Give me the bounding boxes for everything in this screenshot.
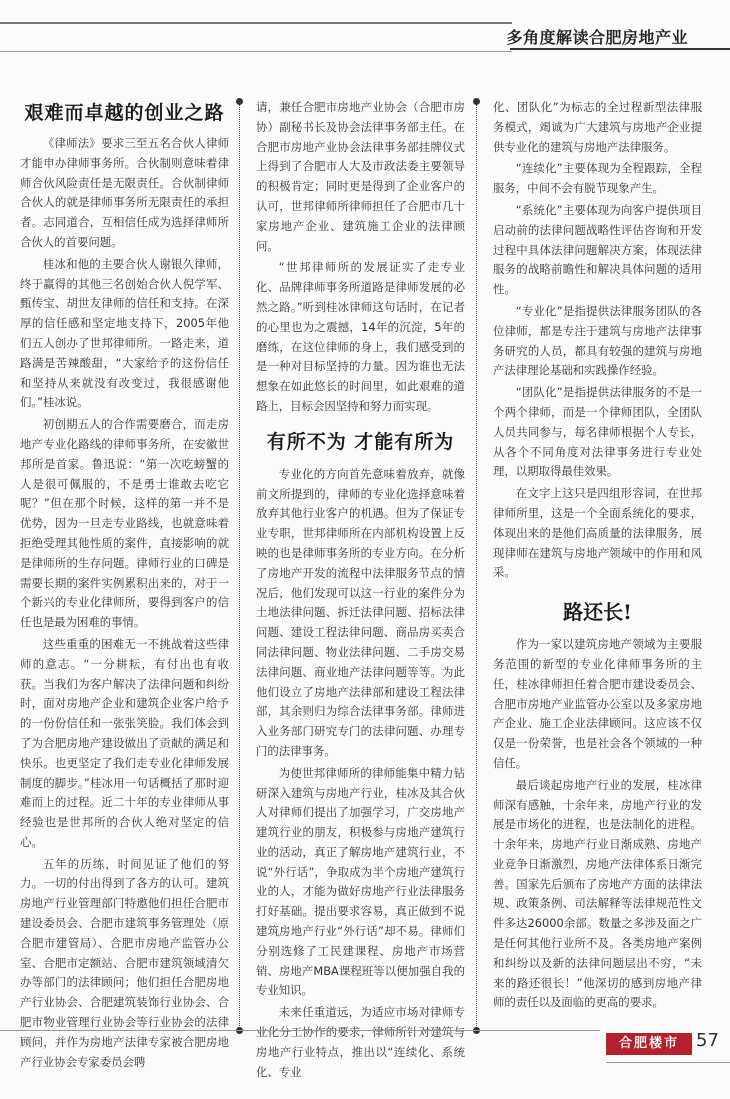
paragraph: 五年的历练，时间见证了他们的努力。一切的付出得到了各方的认可。建筑房地产行业管理部门特邀他们担任合肥市建设委员会、合肥市建筑事务管理处（原合肥市建管局）、合肥市房地产监管办公室、合肥市定额站、合肥市建筑领域清欠办等部门的法律顾问；他们担任合肥房地产行业协会、合肥建筑装饰行业协会、合肥市物业管理行业协会等行业协会的法律顾问，并作为房地产法律专家被合肥房地产行业协会专家委员会聘 <box>20 856 229 1069</box>
article-column-1 <box>20 98 229 1074</box>
separator-dot <box>473 98 480 105</box>
footer-rule <box>0 1030 600 1031</box>
footer-underline <box>606 1062 730 1063</box>
paragraph: “世邦律师所的发展证实了走专业化、品牌律师事务所道路是律师发展的必然之路。”听到桂冰律师这句话时，在记者的心里也为之震撼，14年的沉淀，5年的磨练，在这位律师的身上，我们感受到的是一种对目标坚持的力量。因为谁也无法想象在如此悠长的时间里，如此艰难的道路上，目标会因坚持和努力而实现。 <box>256 260 465 413</box>
section-title-2: 有所不为 才能有所为 <box>266 430 455 453</box>
page-number: 57 <box>696 1030 719 1051</box>
paragraph: 请，兼任合肥市房地产业协会（合肥市房协）副秘书长及协会法律事务部主任。在合肥市房地产业协会法律事务部挂牌仪式上得到了合肥市人大及市政法委主要领导的积极肯定；同时更是得到了企业客户的认可，世邦律师所律师担任了合肥市几十家房地产企业、建筑施工企业的法律顾问。 <box>256 100 465 253</box>
magazine-logo: 合肥楼市 <box>606 1033 692 1055</box>
separator-dot <box>236 98 243 105</box>
paragraph: 最后谈起房地产行业的发展，桂冰律师深有感触，十余年来，房地产行业的发展是市场化的进程，也是法制化的进程。十余年来，房地产行业日渐成熟、房地产业竞争日渐激烈，房地产法律体系日渐完善。国家先后颁布了房地产方面的法律法规、政策条例、司法解释等法律规范性文件多达26000余部。数量之多涉及面之广是任何其他行业所不及。各类房地产案例和纠纷以及新的法律问题层出不穷，“未来的路还很长！”他深切的感到房地产律师的责任以及面临的更高的要求。 <box>493 777 702 1010</box>
article-column-3 <box>493 98 702 1015</box>
paragraph: 初创期五人的合作需要磨合，而走房地产专业化路线的律师事务所，在安徽世邦所是首家。鲁迅说：“第一次吃螃蟹的人是很可佩服的，不是勇士谁敢去吃它呢？”但在那个时候，这样的第一并不是优势，因为一旦走专业路线，也就意味着拒绝受理其他性质的案件，直接影响的就是律师所的生存问题。律师行业的口碑是需要长期的案件实例累积出来的，对于一个新兴的专业化律师所，要得到客户的信任也是最为困难的事情。 <box>20 417 229 630</box>
section-title-3: 路还长! <box>563 600 632 625</box>
paragraph: 化、团队化”为标志的全过程新型法律服务模式，竭诚为广大建筑与房地产企业提供专业化的建筑与房地产法律服务。 <box>493 100 702 154</box>
paragraph: 这些重重的困难无一不挑战着这些律师的意志。“一分耕耘，有付出也有收获。当我们为客户解决了法律问题和纠纷时，面对房地产企业和建筑企业客户给予的一份份信任和一张张笑脸。我们体会到了为合肥房地产建设做出了贡献的满足和快乐。也更坚定了我们走专业化律师发展制度的脚步。”桂冰用一句话概括了那时迎难而上的过程。近二十年的专业律师从事经验也是世邦所的合伙人绝对坚定的信心。 <box>20 636 229 849</box>
paragraph: “专业化”是指提供法律服务团队的各位律师，都是专注于建筑与房地产法律事务研究的人员，都具有较强的建筑与房地产法律理论基础和实践操作经验。 <box>493 303 702 378</box>
paragraph: “系统化”主要体现为向客户提供项目启动前的法律问题战略性评估咨询和开发过程中具体法律问题解决方案，体现法律服务的战略前瞻性和解决具体问题的适用性。 <box>493 202 702 297</box>
paragraph: 桂冰和他的主要合伙人谢银久律师，终于赢得的其他三名创始合伙人倪学军、甄传宝、胡世友律师的信任和支持。在深厚的信任感和坚定地支持下，2005年他们五人创办了世邦律师所。一路走来，道路满是苦辣酸甜，“大家给予的这份信任和坚持从来就没有改变过，我很感谢他们。”桂冰说。 <box>20 256 229 410</box>
header-underline <box>510 48 730 50</box>
paragraph: 为使世邦律师所的律师能集中精力钻研深入建筑与房地产行业，桂冰及其合伙人对律师们提出了加强学习，广交房地产建筑行业的朋友，积极参与房地产建筑行业的活动，真正了解房地产建筑行业，不说“外行话”，争取成为半个房地产建筑行业的人，才能为做好房地产行业法律服务打好基础。提出要求容易，真正做到不说建筑房地产行业“外行话”却不易。律师们分别选修了工民建课程、房地产市场营销、房地产MBA课程班等以便加强自我的专业知识。 <box>256 765 465 998</box>
paragraph: 在文字上这只是四组形容词，在世邦律师所里，这是一个全面系统化的要求，体现出来的是他们高质量的法律服务，展现律师在建筑与房地产领域中的作用和风采。 <box>493 486 702 580</box>
article-column-2 <box>256 98 465 1084</box>
paragraph: “团队化”是指提供法律服务的不是一个两个律师，而是一个律师团队，全团队人员共同参与，每名律师根据个人专长，从各个不同角度对法律事务进行专业处理，以期取得最佳效果。 <box>493 385 702 479</box>
column-separator <box>239 102 240 1030</box>
header-title: 多角度解读合肥房地产业 <box>506 28 688 47</box>
paragraph: “连续化”主要体现为全程跟踪，全程服务，中间不会有脱节现象产生。 <box>493 161 702 196</box>
paragraph: 《律师法》要求三至五名合伙人律师才能申办律师事务所。合伙制则意味着律师合伙风险责任是无限责任。合伙制律师合伙人的就是律师事务所无限责任的承担者。志同道合，互相信任成为选择律师所合伙人的首要问题。 <box>20 136 229 249</box>
paragraph: 专业化的方向首先意味着放弃，就像前文所提到的，律师的专业化选择意味着放弃其他行业客户的机遇。但为了保证专业专职，世邦律师所在内部机构设置上反映的也是律师事务所的专业方向。在分析了房地产开发的流程中法律服务节点的情况后，他们发现可以这一行业的案件分为土地法律问题、拆迁法律问题、招标法律问题、建设工程法律问题、商品房买卖合同法律问题、物业法律问题、二手房交易法律问题、商业地产法律问题等等。为此他们设立了房地产法律部和建设工程法律部，其余则归为综合法律事务部。律师进入业务部门研究专门的法律问题、办理专门的法律事务。 <box>256 466 465 758</box>
header-rule <box>0 22 512 52</box>
section-title-1: 艰难而卓越的创业之路 <box>24 102 225 124</box>
column-separator <box>476 102 477 1030</box>
paragraph: 未来任重道远，为适应市场对律师专业化分工协作的要求，律师所针对建筑与房地产行业特点，推出以“连续化、系统化、专业 <box>256 1005 465 1079</box>
paragraph: 作为一家以建筑房地产领域为主要服务范围的新型的专业化律师事务所的主任，桂冰律师担任着合肥市建设委员会、合肥市房地产业监管办公室以及多家房地产企业、施工企业法律顾问。这应该不仅仅是一份荣誉，也是社会各个领域的一种信任。 <box>493 637 702 770</box>
